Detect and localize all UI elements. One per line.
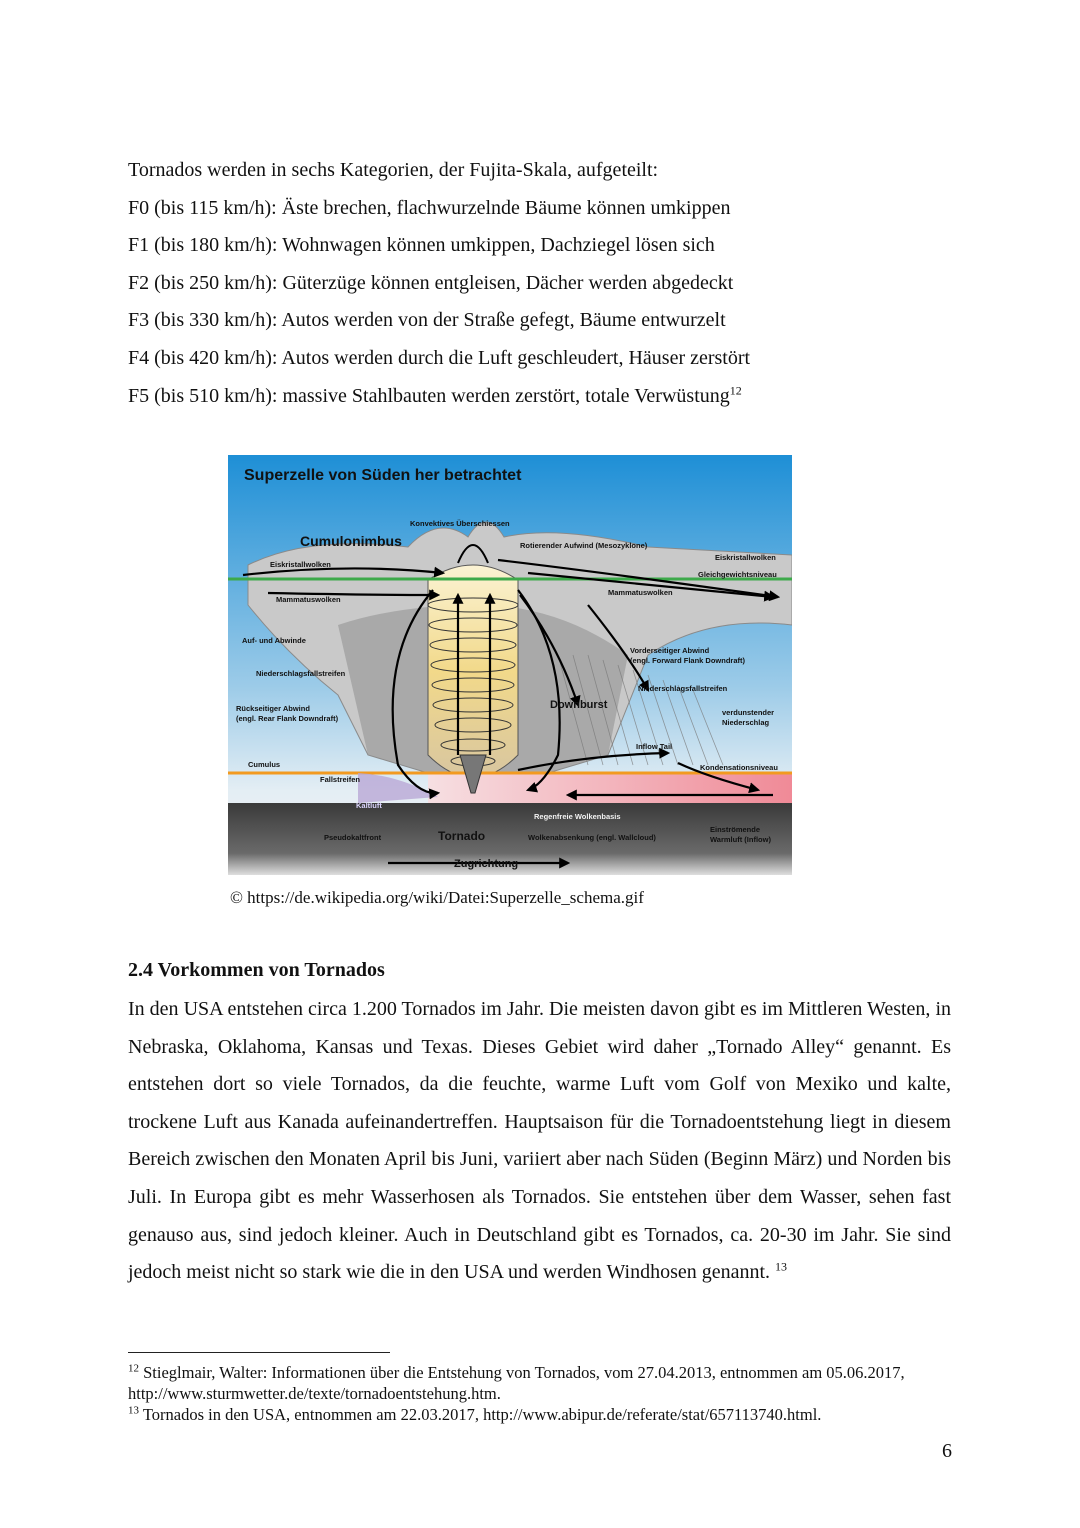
intro-line-f4: F4 (bis 420 km/h): Autos werden durch die Luft geschleudert, Häuser zerstört [128,346,751,369]
fujita-scale-list [128,152,968,415]
intro-line: Tornados werden in sechs Kategorien, der Fujita-Skala, aufgeteilt: [128,159,659,181]
label-verdunstend-2: Niederschlag [722,718,770,727]
section-paragraph [128,991,951,1292]
label-mammatus-right: Mammatuswolken [608,588,673,597]
footnote-separator [128,1352,390,1353]
label-vorderseitig-2: (engl. Forward Flank Downdraft) [630,656,746,665]
label-eiskristall-left: Eiskristallwolken [270,560,331,569]
footnotes [128,1362,928,1425]
label-cumulus: Cumulus [248,760,281,769]
label-verdunstend-1: verdunstender [722,708,775,717]
label-tornado: Tornado [438,829,486,843]
intro-line-f0: F0 (bis 115 km/h): Äste brechen, flachwurzelnde Bäume können umkippen [128,196,731,219]
label-niederschlag-right: Niederschlagsfallstreifen [638,684,728,693]
footnote-ref-12: 12 [729,382,742,397]
label-regenfrei: Regenfreie Wolkenbasis [534,812,621,821]
label-auf-abwinde: Auf- und Abwinde [242,636,306,645]
label-fallstreifen: Fallstreifen [320,775,361,784]
intro-line-f5 [128,378,968,416]
label-pseudokaltfront: Pseudokaltfront [324,833,382,842]
label-einstroemend-1: Einströmende [710,825,761,834]
footnote-12 [128,1362,928,1404]
label-vorderseitig-1: Vorderseitiger Abwind [630,646,710,655]
label-konvektives: Konvektives Überschiessen [410,519,510,528]
label-rueckseitig-2: (engl. Rear Flank Downdraft) [236,714,339,723]
intro-line-f2: F2 (bis 250 km/h): Güterzüge können entgleisen, Dächer werden abgedeckt [128,271,734,294]
footnote-text: Stieglmair, Walter: Informationen über die Entstehung von Tornados, vom 27.04.2013, entnommen am 05.06.2017, http://www.sturmwetter.de/texte/tornadoentstehung.htm. [128,1363,905,1403]
warm-inflow-band [428,773,792,803]
label-niederschlag-left: Niederschlagsfallstreifen [256,669,346,678]
label-rotierender: Rotierender Aufwind (Mesozyklone) [520,541,648,550]
footnote-text: Tornados in den USA, entnommen am 22.03.2017, http://www.abipur.de/referate/stat/657113740.html. [142,1405,822,1424]
intro-line-f5-text: F5 (bis 510 km/h): massive Stahlbauten werden zerstört, totale Verwüstung [128,384,730,407]
supercell-diagram-svg [228,455,792,875]
label-downburst: Downburst [550,699,608,711]
label-rueckseitig-1: Rückseitiger Abwind [236,704,310,713]
intro-line-f1: F1 (bis 180 km/h): Wohnwagen können umkippen, Dachziegel lösen sich [128,234,715,257]
footnote-number: 12 [128,1362,139,1375]
footnote-number: 13 [128,1404,139,1417]
label-kondensation: Kondensationsniveau [700,763,778,772]
label-wolkenabsenkung: Wolkenabsenkung (engl. Wallcloud) [528,833,656,842]
label-mammatus-left: Mammatuswolken [276,595,341,604]
supercell-diagram [228,455,792,875]
label-gleichgewicht: Gleichgewichtsniveau [698,570,777,579]
footnote-13 [128,1404,928,1425]
footnote-ref-13: 13 [775,1259,788,1274]
section-heading: 2.4 Vorkommen von Tornados [128,959,385,981]
intro-line-f3: F3 (bis 330 km/h): Autos werden von der Straße gefegt, Bäume entwurzelt [128,309,726,332]
label-inflow-tail: Inflow Tail [636,742,673,751]
label-kaltluft: Kaltluft [356,801,382,810]
label-eiskristall-right: Eiskristallwolken [715,553,776,562]
section-paragraph-text: In den USA entstehen circa 1.200 Tornados im Jahr. Die meisten davon gibt es im Mittleren Westen, in Nebraska, Oklahoma, Kansas und Texas. Dieses Gebiet wird daher „Tornado Alley“ genannt. Es entstehen dort so viele Tornados, da die feuchte, warme Luft vom Golf von Mexiko und kalte, trockene Luft aus Kanada aufeinandertreffen. Hauptsaison für die Tornadoentstehung liegt in diesem Bereich zwischen den Monaten April bis Juni, variiert aber nach Süden (Beginn März) und Norden bis Juli. In Europa gibt es mehr Wasserhosen als Tornados. Sie entstehen über dem Wasser, sehen fast genauso aus, sind jedoch kleiner. Auch in Deutschland gibt es Tornados, ca. 20-30 im Jahr. Sie sind jedoch meist nicht so stark wie die in den USA und werden Windhosen genannt. [128,998,951,1284]
label-einstroemend-2: Warmluft (Inflow) [710,835,771,844]
diagram-title: Superzelle von Süden her betrachtet [244,467,522,484]
figure-caption: © https://de.wikipedia.org/wiki/Datei:Superzelle_schema.gif [230,888,644,907]
page-number: 6 [942,1440,952,1462]
label-cumulonimbus: Cumulonimbus [300,533,402,549]
label-zugrichtung: Zugrichtung [454,858,519,870]
